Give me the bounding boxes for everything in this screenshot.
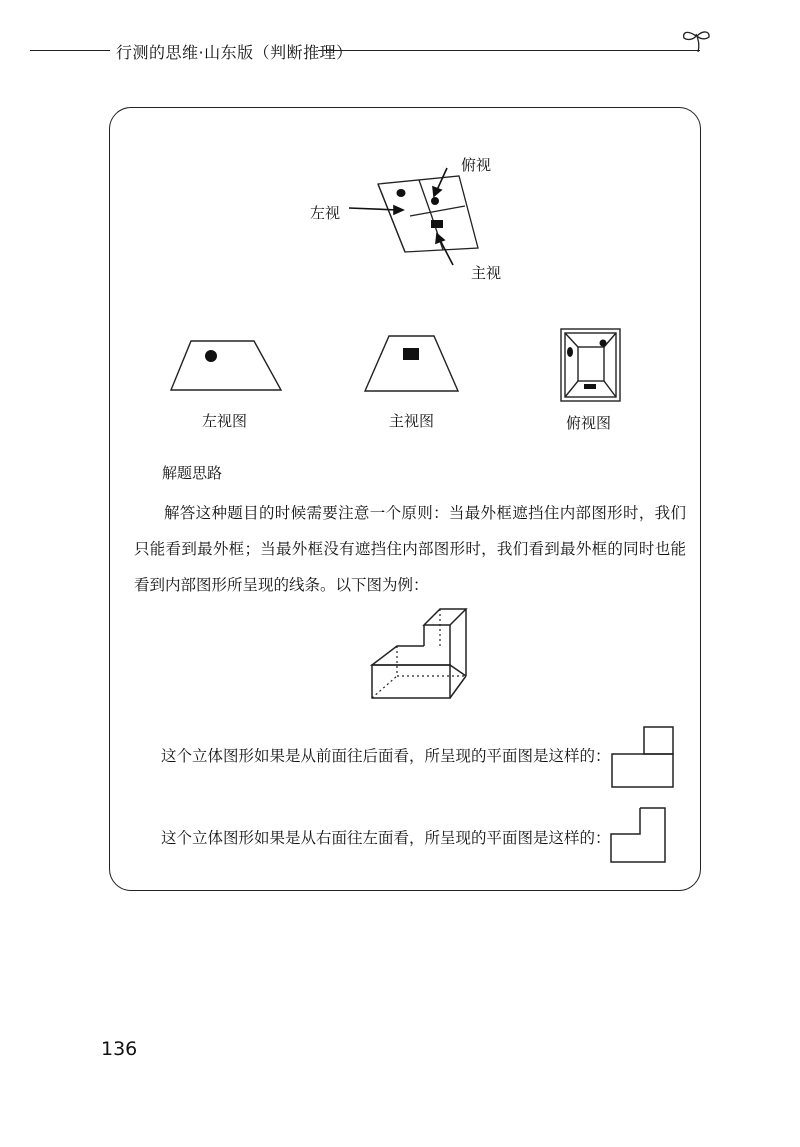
label-top-view: 俯视 <box>461 156 492 174</box>
example-front-text: 这个立体图形如果是从前面往后面看，所呈现的平面图是这样的： <box>161 747 611 765</box>
label-front-view: 主视 <box>471 264 502 282</box>
section-heading: 解题思路 <box>162 464 223 482</box>
label-left-view: 左视 <box>310 204 341 222</box>
projection-label-top: 俯视图 <box>566 414 612 432</box>
page-number: 136 <box>101 1038 138 1060</box>
header-title: 行测的思维·山东版（判断推理） <box>116 43 353 62</box>
projection-label-left: 左视图 <box>202 412 248 430</box>
example-right-text: 这个立体图形如果是从右面往左面看，所呈现的平面图是这样的： <box>161 829 611 847</box>
section-paragraph: 解答这种题目的时候需要注意一个原则：当最外框遮挡住内部图形时，我们只能看到最外框；当最外框没有遮挡住内部图形时，我们看到最外框的同时也能看到内部图形所呈现的线条。以下图为例： <box>134 504 686 594</box>
projection-label-front: 主视图 <box>389 412 435 430</box>
